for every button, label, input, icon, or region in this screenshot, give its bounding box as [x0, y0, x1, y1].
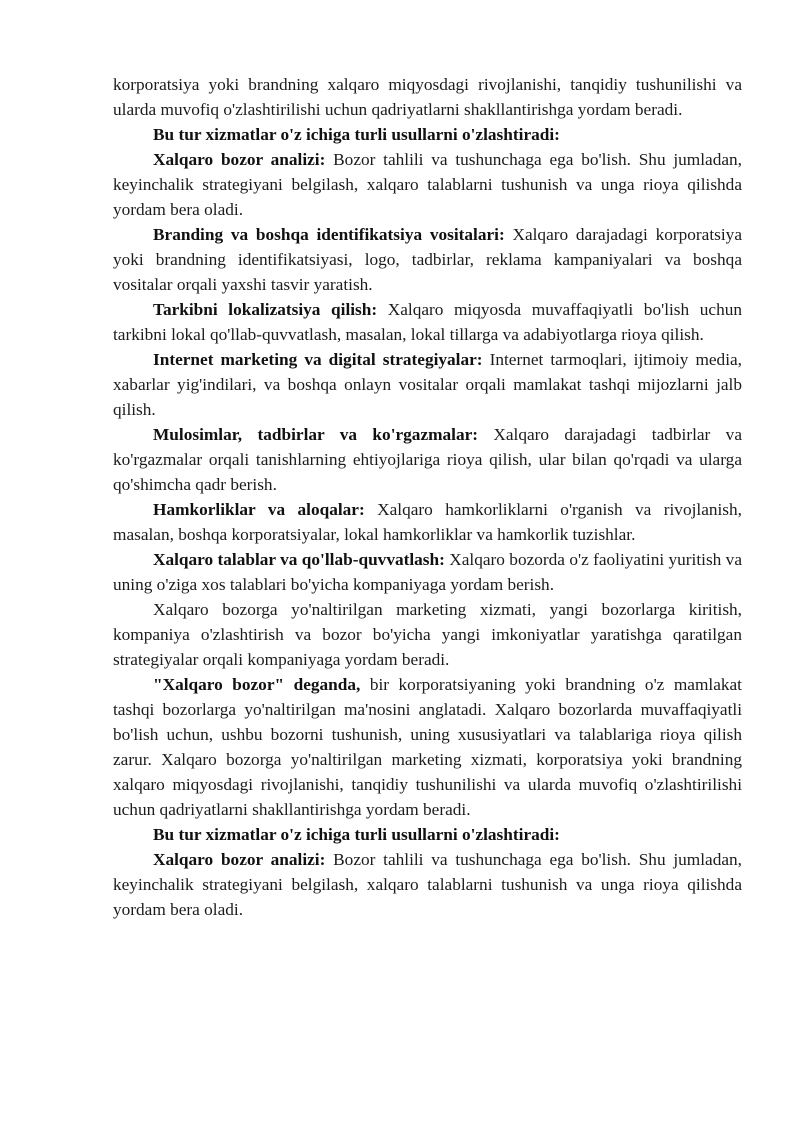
paragraph-8: Hamkorliklar va aloqalar: Xalqaro hamkorliklarni o'rganish va rivojlanish, masalan, boshqa korporatsiyalar, lokal hamkorliklar va hamkorlik tuzishlar. — [113, 500, 742, 544]
document-page — [113, 72, 742, 922]
paragraph-4: Branding va boshqa identifikatsiya vositalari: Xalqaro darajadagi korporatsiya yoki brandning identifikatsiyasi, logo, tadbirlar, reklama kampaniyalari va boshqa vositalar orqali yaxshi tasvir yaratish. — [113, 225, 742, 294]
paragraph-11: "Xalqaro bozor" deganda, bir korporatsiyaning yoki brandning o'z mamlakat tashqi bozorlarga yo'naltirilgan ma'nosini anglatadi. Xalqaro bozorlarda muvaffaqiyatli bo'lish uchun, ushbu bozorni tushunish, uning xususiyatlari va talablariga rioya qilish zarur. Xalqaro bozorga yo'naltirilgan marketing xizmati, korporatsiya yoki brandning xalqaro miqyosdagi rivojlanishi, tanqidiy tushunilishi va ularda muvofiq o'zlashtirilishi uchun qadriyatlarni shakllantirishga yordam beradi. — [113, 675, 742, 819]
paragraph-2: Bu tur xizmatlar o'z ichiga turli usullarni o'zlashtiradi: — [153, 125, 560, 144]
paragraph-1: korporatsiya yoki brandning xalqaro miqyosdagi rivojlanishi, tanqidiy tushunilishi va ularda muvofiq o'zlashtirilishi uchun qadriyatlarni shakllantirishga yordam beradi. — [113, 75, 742, 119]
paragraph-6: Internet marketing va digital strategiyalar: Internet tarmoqlari, ijtimoiy media, xabarlar yig'indilari, va boshqa onlayn vositalar orqali mamlakat tashqi mijozlarni jalb qilish. — [113, 350, 742, 419]
paragraph-13: Xalqaro bozor analizi: Bozor tahlili va tushunchaga ega bo'lish. Shu jumladan, keyinchalik strategiyani belgilash, xalqaro talablarni tushunish va unga rioya qilishda yordam bera oladi. — [113, 850, 742, 919]
paragraph-10: Xalqaro bozorga yo'naltirilgan marketing xizmati, yangi bozorlarga kiritish, kompaniya o'zlashtirish va bozor bo'yicha yangi imkoniyatlar yaratishga qaratilgan strategiyalar orqali kompaniyaga yordam beradi. — [113, 600, 742, 669]
paragraph-12: Bu tur xizmatlar o'z ichiga turli usullarni o'zlashtiradi: — [153, 825, 560, 844]
paragraph-9: Xalqaro talablar va qo'llab-quvvatlash: Xalqaro bozorda o'z faoliyatini yuritish va uning o'ziga xos talablari bo'yicha kompaniyaga yordam berish. — [113, 550, 742, 594]
paragraph-3: Xalqaro bozor analizi: Bozor tahlili va tushunchaga ega bo'lish. Shu jumladan, keyinchalik strategiyani belgilash, xalqaro talablarni tushunish va unga rioya qilishda yordam bera oladi. — [113, 150, 742, 219]
paragraph-7: Mulosimlar, tadbirlar va ko'rgazmalar: Xalqaro darajadagi tadbirlar va ko'rgazmalar orqali tanishlarning ehtiyojlariga rioya qilish, ular bilan qo'rqadi va ularga qo'shimcha qadr berish. — [113, 425, 742, 494]
paragraph-5: Tarkibni lokalizatsiya qilish: Xalqaro miqyosda muvaffaqiyatli bo'lish uchun tarkibni lokal qo'llab-quvvatlash, masalan, lokal tillarga va adabiyotlarga rioya qilish. — [113, 300, 742, 344]
